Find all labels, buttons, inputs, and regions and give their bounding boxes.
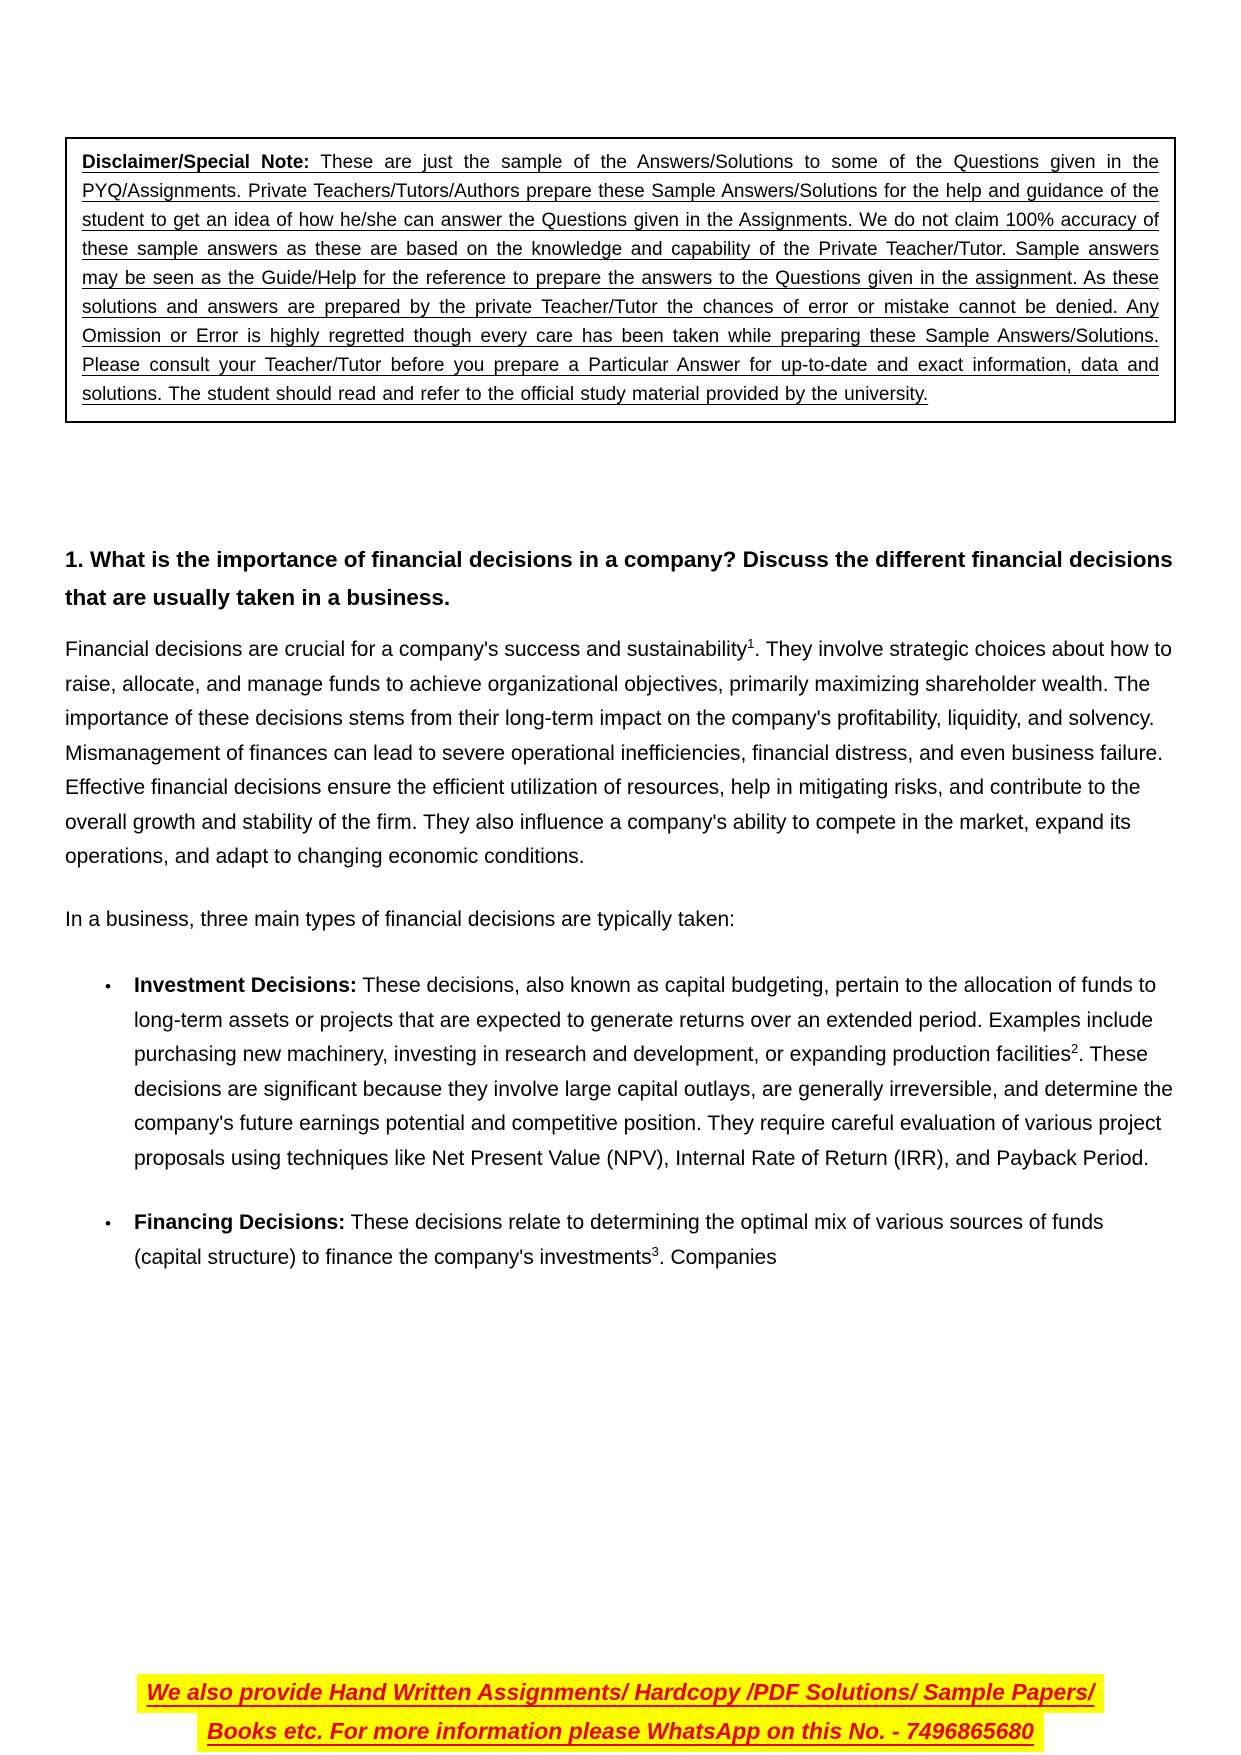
- question-heading: 1. What is the importance of financial decisions in a company? Discuss the different financial decisions that are usually taken in a business.: [65, 547, 1173, 610]
- decision-list: [65, 969, 1176, 1275]
- disclaimer-box: [65, 137, 1176, 423]
- footer-highlight-1: We also provide Hand Written Assignments/ Hardcopy /PDF Solutions/ Sample Papers/: [137, 1674, 1105, 1713]
- bullet-icon: •: [105, 977, 111, 996]
- footer-line-2: [0, 1713, 1241, 1752]
- bullet-text-financing: These decisions relate to determining the optimal mix of various sources of funds (capital structure) to finance the company's investments$^3$. Companies: [134, 1211, 1104, 1269]
- intro-paragraph: Financial decisions are crucial for a company's success and sustainability$^1$. They involve strategic choices about how to raise, allocate, and manage funds to achieve organizational objectives, primarily maximizing shareholder wealth. The importance of these decisions stems from their long-term impact on the company's profitability, liquidity, and solvency. Mismanagement of finances can lead to severe operational inefficiencies, financial distress, and even business failure. Effective financial decisions ensure the efficient utilization of resources, help in mitigating risks, and contribute to the overall growth and stability of the firm. They also influence a company's ability to compete in the market, expand its operations, and adapt to changing economic conditions.: [65, 636, 1172, 868]
- disclaimer-text: [82, 148, 1159, 409]
- disclaimer-label: Disclaimer/Special Note:: [82, 152, 310, 173]
- disclaimer-body: These are just the sample of the Answers/Solutions to some of the Questions given in the PYQ/Assignments. Private Teachers/Tutors/Authors prepare these Sample Answers/Solutions for the help and guidance of the student to get an idea of how he/she can answer the Questions given in the Assignments. We do not claim 100% accuracy of these sample answers as these are based on the knowledge and capability of the Private Teacher/Tutor. Sample answers may be seen as the Guide/Help for the reference to prepare the answers to the Questions given in the assignment. As these solutions and answers are prepared by the private Teacher/Tutor the chances of error or mistake cannot be denied. Any Omission or Error is highly regretted though every care has been taken while preparing these Sample Answers/Solutions. Please consult your Teacher/Tutor before you prepare a Particular Answer for up-to-date and exact information, data and solutions. The student should read and refer to the official study material provided by the university.: [82, 152, 1159, 405]
- footer-line-1: [0, 1674, 1241, 1713]
- footer-banner: [0, 1674, 1241, 1752]
- bullet-text-investment: These decisions, also known as capital budgeting, pertain to the allocation of funds to long-term assets or projects that are expected to generate returns over an extended period. Examples include purchasing new machinery, investing in research and development, or expanding production facilities$^2$. These decisions are significant because they involve large capital outlays, are generally irreversible, and determine the company's future earnings potential and competitive position. They require careful evaluation of various project proposals using techniques like Net Present Value (NPV), Internal Rate of Return (IRR), and Payback Period.: [134, 974, 1173, 1170]
- lead-in-paragraph: In a business, three main types of financial decisions are typically taken:: [65, 907, 736, 931]
- list-item-financing-decisions: [103, 1206, 1176, 1275]
- footer-highlight-2: Books etc. For more information please WhatsApp on this No. - 7496865680: [197, 1713, 1044, 1752]
- bullet-label-investment: Investment Decisions:: [134, 974, 357, 997]
- list-item-investment-decisions: [103, 969, 1176, 1176]
- bullet-icon: •: [105, 1214, 111, 1233]
- bullet-label-financing: Financing Decisions:: [134, 1211, 346, 1234]
